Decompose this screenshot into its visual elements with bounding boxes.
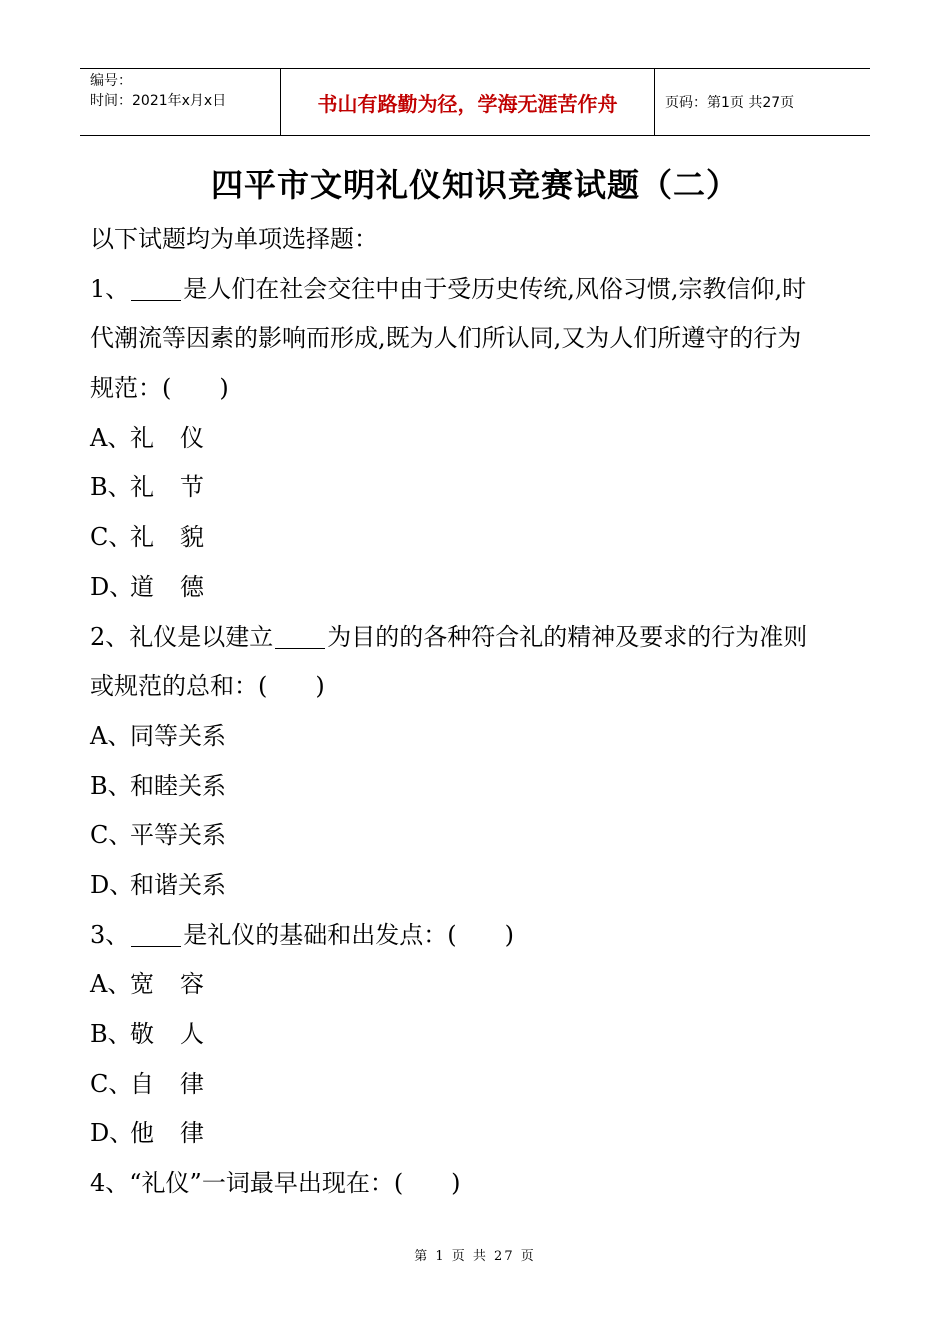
header-meta-cell — [80, 69, 281, 135]
number-label: 编号： — [90, 73, 132, 89]
question-2-line-2: 或规范的总和：( ) — [90, 672, 325, 701]
option-b: B、和睦关系 — [90, 771, 226, 800]
date-label: 时间：2021年x月x日 — [90, 93, 227, 109]
question-number: 3、 — [90, 920, 130, 949]
option-text: 他律 — [130, 1119, 230, 1148]
question-number: 2、 — [90, 622, 130, 651]
question-1-line-2: 代潮流等因素的影响而形成,既为人们所认同,又为人们所遵守的行为 — [90, 324, 802, 353]
motto-text: 书山有路勤为径，学海无涯苦作舟 — [317, 91, 618, 116]
intro-text: 以下试题均为单项选择题： — [90, 225, 378, 253]
question-list — [90, 215, 865, 1209]
option-b: B、礼节 — [90, 473, 230, 502]
option-text: 道德 — [130, 572, 230, 601]
option-d: D、道德 — [90, 572, 230, 601]
question-number: 1、 — [90, 274, 130, 303]
option-text: 礼貌 — [130, 523, 230, 552]
option-c: C、平等关系 — [90, 821, 226, 850]
option-text: 礼节 — [130, 473, 230, 502]
option-text: 自律 — [130, 1069, 230, 1098]
page-info: 页码：第1页 共27页 — [665, 95, 795, 111]
answer-blank — [131, 920, 181, 947]
option-text: 和谐关系 — [130, 870, 226, 899]
page-footer: 第 1 页 共 27 页 — [414, 1249, 536, 1264]
option-d: D、他律 — [90, 1119, 230, 1148]
option-c: C、礼貌 — [90, 523, 230, 552]
option-text: 和睦关系 — [130, 771, 226, 800]
answer-blank — [131, 274, 181, 301]
header-page-cell — [655, 69, 870, 135]
option-b: B、敬人 — [90, 1020, 230, 1048]
question-3 — [90, 911, 865, 961]
question-text: 是人们在社会交往中由于受历史传统,风俗习惯,宗教信仰,时 — [183, 274, 807, 303]
question-1 — [90, 265, 865, 315]
option-a: A、同等关系 — [90, 721, 226, 750]
question-text: 为目的的各种符合礼的精神及要求的行为准则 — [327, 622, 808, 651]
question-text-before: 礼仪是以建立 — [129, 622, 274, 651]
option-text: 宽容 — [130, 970, 230, 999]
page-title: 四平市文明礼仪知识竞赛试题（二） — [210, 166, 739, 204]
question-2 — [90, 613, 865, 663]
question-1-line-3: 规范：( ) — [90, 374, 229, 403]
document-header — [80, 68, 870, 136]
option-a: A、礼仪 — [90, 423, 230, 452]
question-4 — [90, 1159, 865, 1209]
question-number: 4、 — [90, 1169, 130, 1198]
option-a: A、宽容 — [90, 970, 230, 999]
question-text: 是礼仪的基础和出发点：( ) — [183, 920, 515, 949]
question-text: “礼仪”一词最早出现在：( ) — [129, 1169, 461, 1198]
header-motto-cell — [281, 69, 655, 135]
option-d: D、和谐关系 — [90, 870, 226, 899]
option-text: 礼仪 — [130, 423, 230, 452]
option-c: C、自律 — [90, 1069, 230, 1098]
option-text: 平等关系 — [130, 821, 226, 850]
option-text: 敬人 — [130, 1020, 230, 1048]
option-text: 同等关系 — [130, 721, 226, 750]
answer-blank — [275, 622, 325, 649]
